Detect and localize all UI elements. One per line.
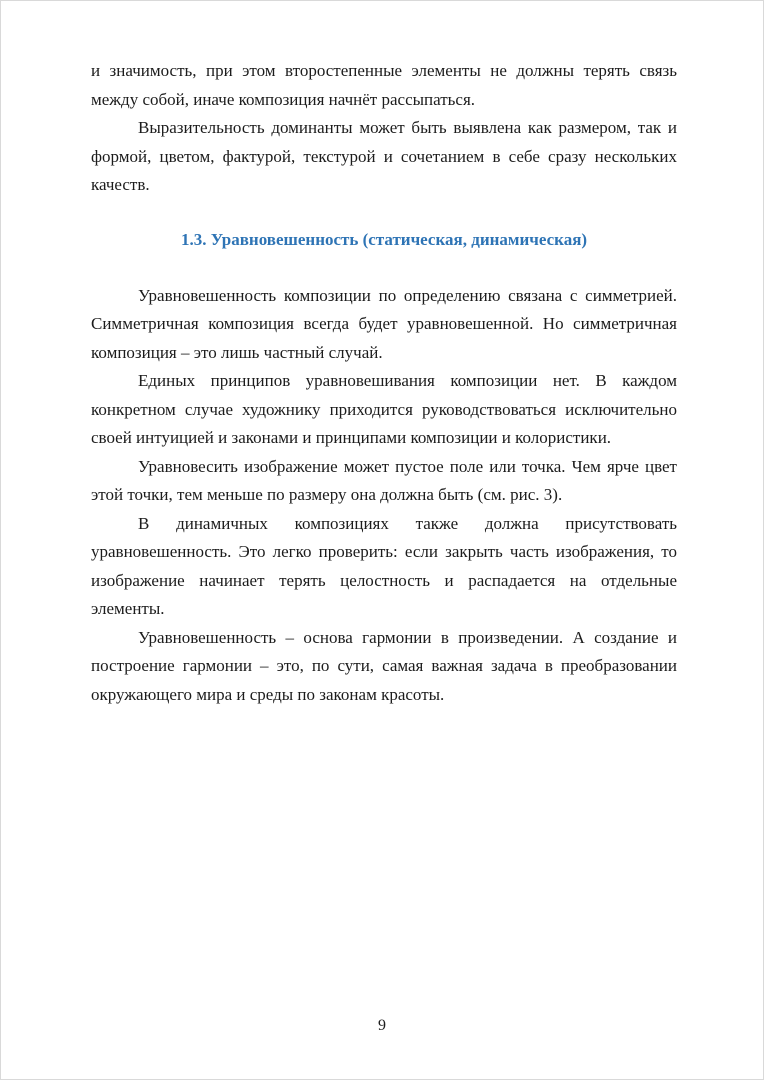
paragraph: Выразительность доминанты может быть выявлена как размером, так и формой, цветом, фактурой, текстурой и сочетанием в себе сразу нескольких качеств. — [91, 118, 677, 194]
paragraph: и значимость, при этом второстепенные элементы не должны терять связь между собой, иначе композиция начнёт рассыпаться. — [91, 61, 677, 109]
text-block — [91, 57, 677, 709]
paragraph: Уравновешенность композиции по определению связана с симметрией. Симметричная композиция всегда будет уравновешенной. Но симметричная композиция – это лишь частный случай. — [91, 285, 677, 362]
paragraph: Уравновесить изображение может пустое поле или точка. Чем ярче цвет этой точки, тем меньше по размеру она должна быть (см. рис. 3). — [91, 456, 677, 504]
paragraph: Уравновешенность – основа гармонии в произведении. А создание и построение гармонии – это, по сути, самая важная задача в преобразовании окружающего мира и среды по законам красоты. — [91, 627, 677, 704]
paragraph: В динамичных композициях также должна присутствовать уравновешенность. Это легко проверить: если закрыть часть изображения, то изображение начинает терять целостность и распадается на отдельные элементы. — [91, 513, 677, 618]
paragraph: Единых принципов уравновешивания композиции нет. В каждом конкретном случае художнику приходится руководствоваться исключительно своей интуицией и законами и принципами композиции и колористики. — [91, 371, 677, 447]
page-number: 9 — [378, 1017, 386, 1034]
section-heading: 1.3. Уравновешенность (статическая, динамическая) — [180, 229, 588, 249]
